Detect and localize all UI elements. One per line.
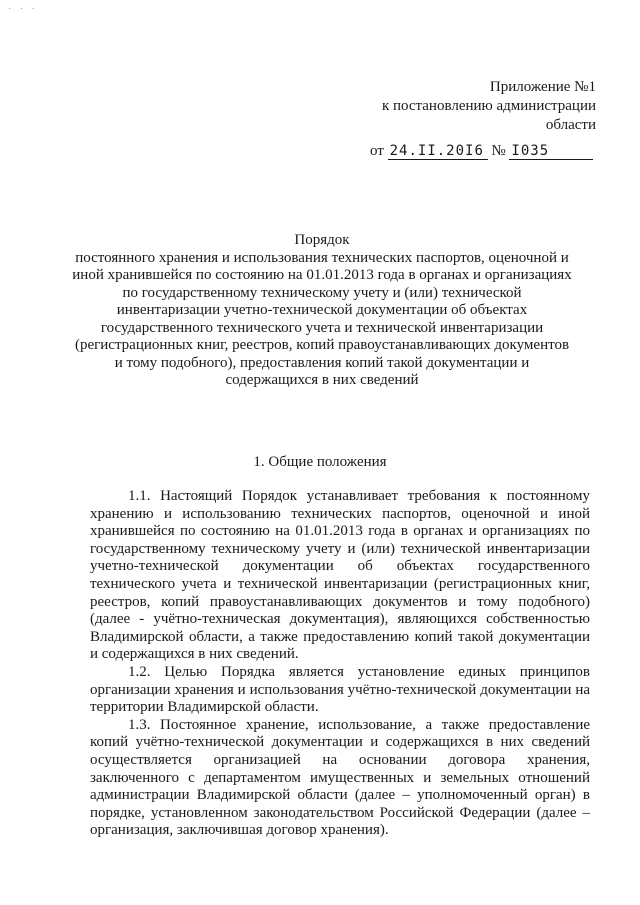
- paragraph-1-1: 1.1. Настоящий Порядок устанавливает требования к постоянному хранению и использованию технических паспортов, оценочной и иной хранившейся по состоянию на 01.01.2013 года в органах и организациях по государственному техническому учету и (или) технической инвентаризации учетно-технической документации об объектах государственного технического учета и технической инвентаризации (регистрационных книг, реестров, копий правоустанавливающих документов и тому подобного) (далее - учётно-техническая документация), являющихся собственностью Владимирской области, а также предоставлению копий такой документации и содержащихся в них сведений.: [90, 488, 590, 663]
- paragraph-1-3: 1.3. Постоянное хранение, использование, а также предоставление копий учётно-технической документации и содержащихся в них сведений осуществляется организацией на основании договора хранения, заключенного с департаментом имущественных и земельных отношений администрации Владимирской области (далее – уполномоченный орган) в порядке, установленном законодательством Российской Федерации (далее – организация, заключившая договор хранения).: [90, 716, 590, 839]
- title-text: постоянного хранения и использования технических паспортов, оценочной и иной хранившейся по состоянию на 01.01.2013 года в органах и организациях по государственному техническому учету и (или) технической инвентаризации учетно-технической документации об объектах государственного технического учета и технической инвентаризации (регистрационных книг, реестров, копий правоустанавливающих документов и тому подобного), предоставления копий такой документации и содержащихся в них сведений: [72, 249, 572, 388]
- paragraph-1-2: 1.2. Целью Порядка является установление единых принципов организации хранения и использования учётно-технической документации на территории Владимирской области.: [90, 663, 590, 716]
- scan-marks: · · ·: [8, 4, 38, 15]
- date-value: 24.II.20I6: [388, 143, 488, 160]
- appendix-block: [382, 78, 596, 135]
- number-prefix: №: [491, 143, 506, 159]
- title-heading: Порядок: [294, 232, 350, 248]
- appendix-line-3: области: [545, 117, 596, 133]
- resolution-date-number: [370, 143, 600, 160]
- document-title: [72, 232, 572, 390]
- number-value: I035: [509, 143, 593, 160]
- section-heading: 1. Общие положения: [253, 454, 387, 470]
- appendix-line-2: к постановлению администрации: [381, 98, 596, 114]
- section-body: [90, 488, 590, 840]
- date-prefix: от: [370, 143, 384, 159]
- appendix-title: Приложение №1: [489, 79, 596, 95]
